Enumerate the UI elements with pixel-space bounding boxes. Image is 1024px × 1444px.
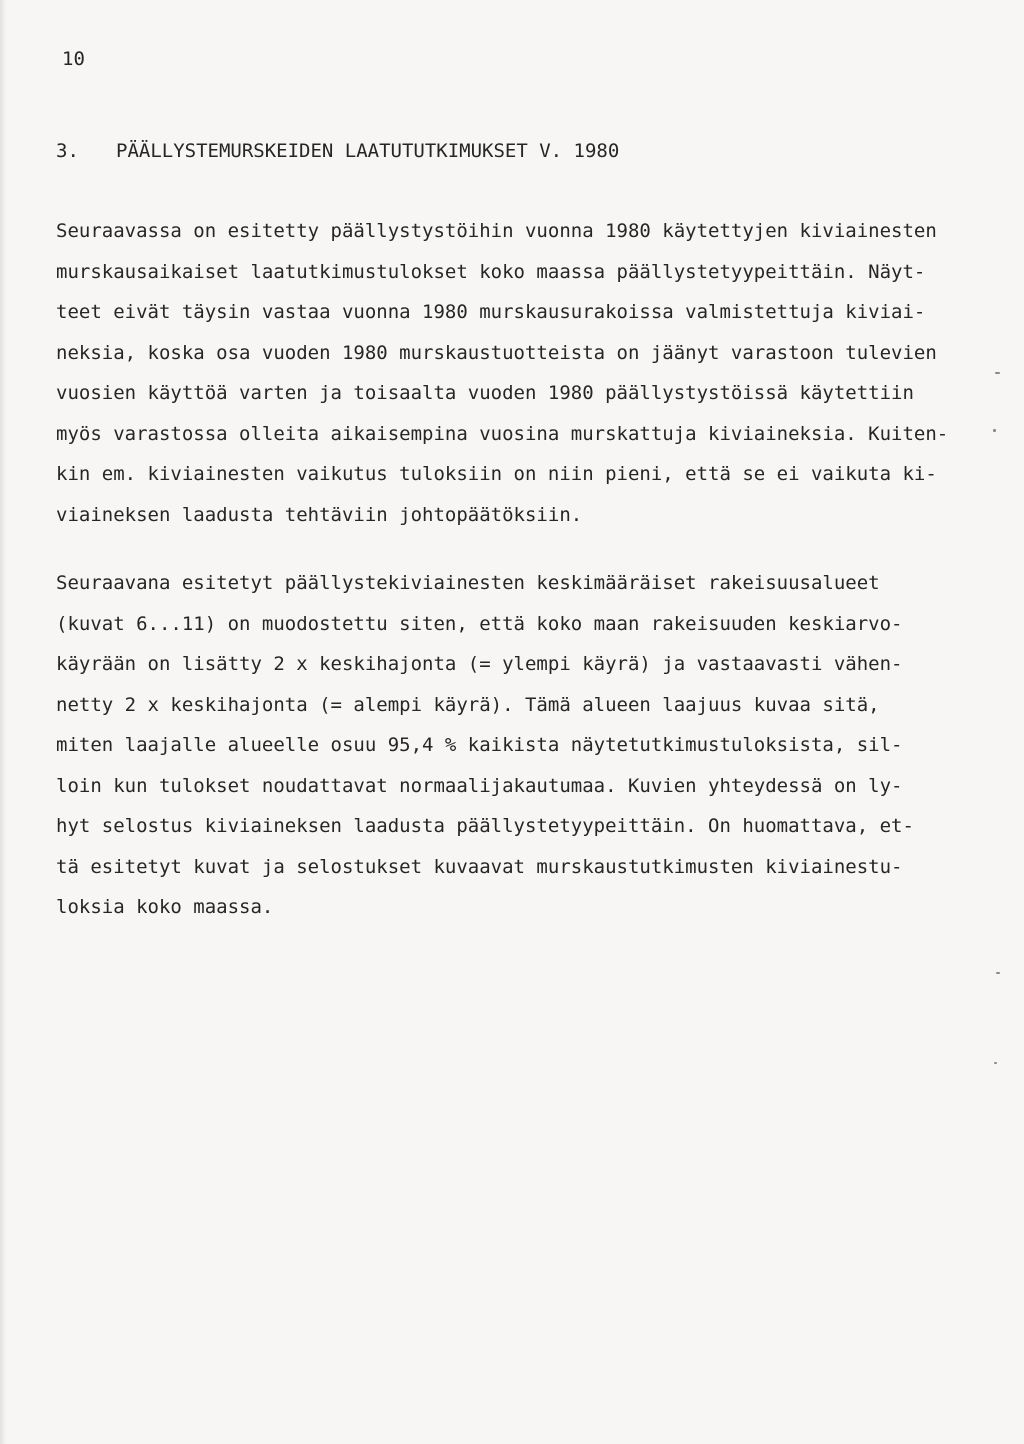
paragraph-1 <box>56 211 949 535</box>
section-number: 3. <box>56 140 79 162</box>
scan-speck <box>994 1062 997 1064</box>
text-line: teet eivät täysin vastaa vuonna 1980 murskausurakoissa valmistettuja kiviai- <box>56 301 926 323</box>
scan-edge-shadow <box>0 0 6 1444</box>
section-title: PÄÄLLYSTEMURSKEIDEN LAATUTUTKIMUKSET V. 1980 <box>116 140 620 162</box>
text-line: loin kun tulokset noudattavat normaalijakautumaa. Kuvien yhteydessä on ly- <box>56 774 903 797</box>
section-heading <box>56 138 619 164</box>
text-line: myös varastossa olleita aikaisempina vuosina murskattuja kiviaineksia. Kuiten- <box>56 422 949 445</box>
text-line: Seuraavana esitetyt päällystekiviainesten keskimääräiset rakeisuusalueet <box>56 572 880 594</box>
scan-speck <box>996 972 1000 974</box>
text-line: miten laajalle alueelle osuu 95,4 % kaikista näytetutkimustuloksista, sil- <box>56 734 903 756</box>
page-number: 10 <box>62 48 85 70</box>
scan-speck <box>993 429 996 432</box>
paragraph-2 <box>56 563 914 928</box>
text-line: hyt selostus kiviaineksen laadusta päällystetyypeittäin. On huomattava, et- <box>56 815 914 837</box>
text-line: neksia, koska osa vuoden 1980 murskaustuotteista on jäänyt varastoon tulevien <box>56 341 937 364</box>
text-line: vuosien käyttöä varten ja toisaalta vuoden 1980 päällystystöissä käytettiin <box>56 382 914 404</box>
text-line: Seuraavassa on esitetty päällystystöihin vuonna 1980 käytettyjen kiviainesten <box>56 220 937 242</box>
text-line: viaineksen laadusta tehtäviin johtopäätöksiin. <box>56 503 583 526</box>
scan-speck <box>995 372 1000 374</box>
text-line: murskausaikaiset laatutkimustulokset koko maassa päällystetyypeittäin. Näyt- <box>56 260 926 283</box>
text-line: loksia koko maassa. <box>56 896 274 918</box>
text-line: netty 2 x keskihajonta (= alempi käyrä). Tämä alueen laajuus kuvaa sitä, <box>56 693 880 716</box>
text-line: kin em. kiviainesten vaikutus tuloksiin on niin pieni, että se ei vaikuta ki- <box>56 463 937 485</box>
text-line: (kuvat 6...11) on muodostettu siten, että koko maan rakeisuuden keskiarvo- <box>56 612 903 635</box>
text-line: tä esitetyt kuvat ja selostukset kuvaavat murskaustutkimusten kiviainestu- <box>56 855 903 878</box>
text-line: käyrään on lisätty 2 x keskihajonta (= ylempi käyrä) ja vastaavasti vähen- <box>56 653 903 675</box>
